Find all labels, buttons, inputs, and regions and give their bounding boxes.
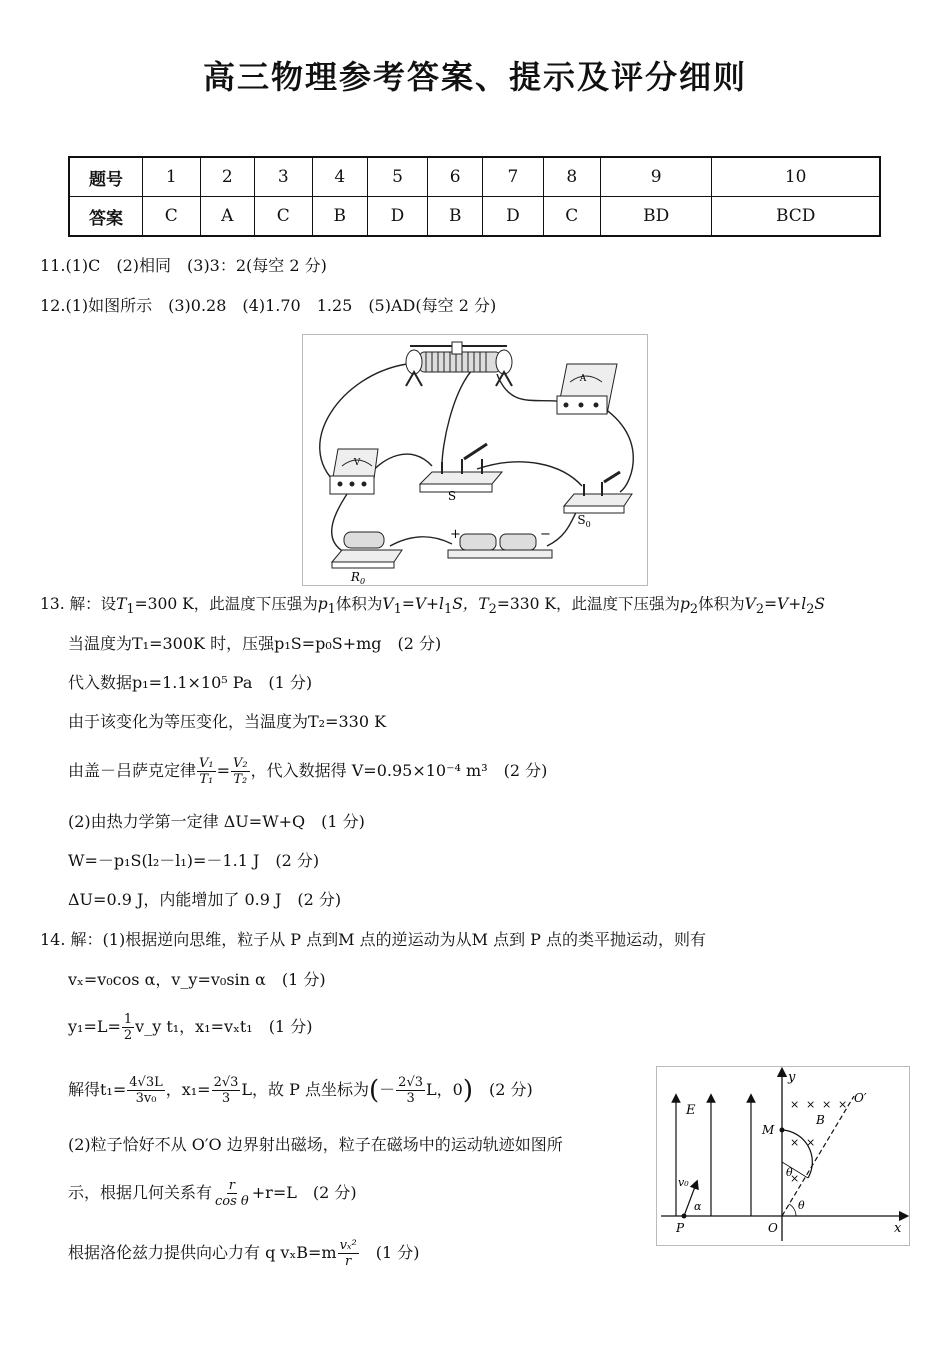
theta-label-inner: θ xyxy=(786,1166,793,1179)
answer-q11: 11.(1)C (2)相同 (3)3：2(每空 2 分) xyxy=(40,256,327,275)
switch-s-label: S xyxy=(447,489,457,503)
table-cell: 10 xyxy=(712,157,880,197)
table-cell: D xyxy=(483,197,543,237)
q14-line5: (2)粒子恰好不从 O′O 边界射出磁场，粒子在磁场中的运动轨迹如图所 xyxy=(68,1135,563,1154)
origin-label: O xyxy=(768,1221,778,1235)
q13-line5: 由盖－吕萨克定律 $\frac{\text{V₁}}{\text{T₁}}$ = $\frac{\text{V₂}}{\text{T₂}}$ ，代入数据得 V=0.95×10⁻⁴ m³ (2 分) xyxy=(68,756,548,787)
table-row-numbers xyxy=(69,157,880,197)
q13-line8: ΔU=0.9 J，内能增加了 0.9 J (2 分) xyxy=(68,890,342,909)
q14-line2: vₓ=v₀cos α，v_y=v₀sin α (1 分) xyxy=(68,970,326,989)
table-cell: 2 xyxy=(200,157,255,197)
table-cell: 8 xyxy=(543,157,601,197)
row-label: 答案 xyxy=(69,197,143,237)
resistor-r0-label: $R_0$ xyxy=(350,570,366,586)
table-row-answers xyxy=(69,197,880,237)
b-field-cross: × xyxy=(806,1136,816,1149)
voltmeter-label: V xyxy=(353,458,361,468)
q13-line1: 13. 解：设$T_1=300$ K，此温度下压强为$p_1$体积为$V_1=V+l_1S$，$T_2=330$ K，此温度下压强为$p_2$体积为$V_2=V+l_2S$ xyxy=(40,595,826,618)
q14-line7: 根据洛伦兹力提供向心力有 q vₓB=m $\frac{\text{vₓ²}}{r}$ (1 分) xyxy=(68,1238,420,1269)
o-prime-label: O′ xyxy=(854,1091,867,1105)
switch-s0-label: $S_0$ xyxy=(577,513,591,529)
circuit-diagram xyxy=(302,334,648,586)
battery-minus: − xyxy=(540,527,551,542)
table-cell: A xyxy=(200,197,255,237)
answer-table xyxy=(68,156,881,237)
q13-line7: W=－p₁S(l₂－l₁)=－1.1 J (2 分) xyxy=(68,851,320,870)
e-field-label: E xyxy=(686,1103,696,1118)
table-cell: 1 xyxy=(143,157,201,197)
b-field-cross: × xyxy=(822,1098,832,1111)
x-axis-label: x xyxy=(894,1221,902,1236)
answer-q12: 12.(1)如图所示 (3)0.28 (4)1.70 1.25 (5)AD(每空 2 分) xyxy=(40,296,497,315)
q14-line1: 14. 解：(1)根据逆向思维，粒子从 P 点到M 点的逆运动为从M 点到 P 点的类平抛运动，则有 xyxy=(40,930,707,949)
point-m-label: M xyxy=(762,1123,775,1137)
b-field-cross: × xyxy=(790,1136,800,1149)
y-axis-label: y xyxy=(788,1070,796,1085)
table-cell: 4 xyxy=(312,157,367,197)
b-field-cross: × xyxy=(790,1172,800,1185)
row-label: 题号 xyxy=(69,157,143,197)
table-cell: BD xyxy=(601,197,712,237)
q13-line6: (2)由热力学第一定律 ΔU=W+Q (1 分) xyxy=(68,812,365,831)
table-cell: 9 xyxy=(601,157,712,197)
table-cell: B xyxy=(312,197,367,237)
table-cell: B xyxy=(428,197,483,237)
ammeter xyxy=(557,364,617,414)
alpha-label: α xyxy=(694,1200,702,1213)
b-field-cross: × xyxy=(838,1098,848,1111)
theta-label-outer: θ xyxy=(798,1199,805,1212)
q13-line3: 代入数据p₁=1.1×10⁵ Pa (1 分) xyxy=(68,673,313,692)
v0-label: v₀ xyxy=(678,1176,689,1189)
table-cell: C xyxy=(143,197,201,237)
q14-line4: 解得t₁= $\frac{4√3L}{\text{3v₀}}$ ，x₁= $\frac{2√3}{3}$ L，故 P 点坐标为(－ $\frac{2√3}{3}$ L，0) (2 分) xyxy=(68,1075,533,1106)
q14-line3: y₁=L= $\frac{1}{2}$ v_y t₁，x₁=vₓt₁ (1 分) xyxy=(68,1012,313,1043)
q14-line6: 示，根据几何关系有 $\frac{r}{\text{cos θ}}$ +r=L (2 分) xyxy=(68,1178,357,1209)
q13-line2: 当温度为T₁=300K 时，压强p₁S=p₀S+mg (2 分) xyxy=(68,634,442,653)
ammeter-label: A xyxy=(579,374,587,384)
b-field-label: B xyxy=(816,1113,825,1127)
table-cell: C xyxy=(255,197,313,237)
table-cell: 6 xyxy=(428,157,483,197)
b-field-cross: × xyxy=(790,1098,800,1111)
q13-line4: 由于该变化为等压变化，当温度为T₂=330 K xyxy=(68,712,387,731)
point-p-label: P xyxy=(676,1221,685,1235)
table-cell: C xyxy=(543,197,601,237)
table-cell: 3 xyxy=(255,157,313,197)
field-diagram xyxy=(656,1066,910,1246)
table-cell: D xyxy=(367,197,427,237)
page-title: 高三物理参考答案、提示及评分细则 xyxy=(202,58,747,96)
table-cell: 7 xyxy=(483,157,543,197)
voltmeter xyxy=(330,449,378,494)
table-cell: BCD xyxy=(712,197,880,237)
b-field-cross: × xyxy=(806,1098,816,1111)
battery-plus: + xyxy=(450,527,461,542)
table-cell: 5 xyxy=(367,157,427,197)
